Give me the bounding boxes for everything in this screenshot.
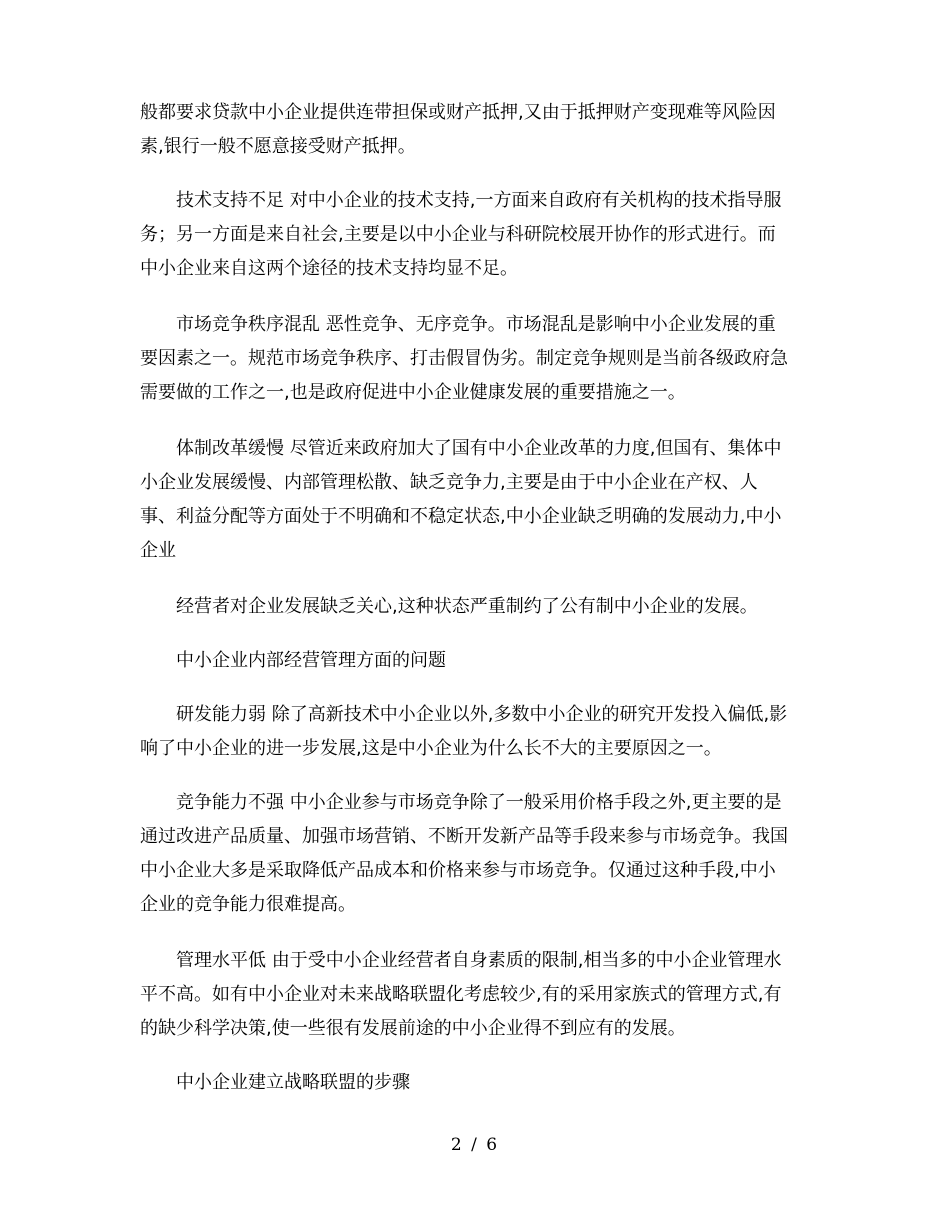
section-heading: 中小企业内部经营管理方面的问题 xyxy=(176,650,446,671)
paragraph-line: 通过改进产品质量、加强市场营销、不断开发新产品等手段来参与市场竞争。我国 xyxy=(140,826,788,847)
paragraph-line: 经营者对企业发展缺乏关心,这种状态严重制约了公有制中小企业的发展。 xyxy=(176,596,758,617)
paragraph-line: 管理水平低 由于受中小企业经营者自身素质的限制,相当多的中小企业管理水 xyxy=(176,950,782,971)
paragraph-line: 市场竞争秩序混乱 恶性竞争、无序竞争。市场混乱是影响中小企业发展的重 xyxy=(176,314,776,335)
paragraph-line: 企业的竞争能力很难提高。 xyxy=(140,894,356,915)
page-number: 2 / 6 xyxy=(450,1135,500,1155)
section-heading-alliance-steps xyxy=(140,1066,815,1100)
paragraph-3 xyxy=(140,308,815,410)
paragraph-line: 般都要求贷款中小企业提供连带担保或财产抵押,又由于抵押财产变现难等风险因 xyxy=(140,102,776,123)
paragraph-line: 中小企业来自这两个途径的技术支持均显不足。 xyxy=(140,258,518,279)
paragraph-line: 平不高。如有中小企业对未来战略联盟化考虑较少,有的采用家族式的管理方式,有 xyxy=(140,984,782,1005)
paragraph-1 xyxy=(140,96,815,164)
section-heading: 中小企业建立战略联盟的步骤 xyxy=(176,1072,410,1093)
paragraph-line: 事、利益分配等方面处于不明确和不稳定状态,中小企业缺乏明确的发展动力,中小 xyxy=(140,506,782,527)
paragraph-5 xyxy=(140,590,815,624)
paragraph-line: 研发能力弱 除了高新技术中小企业以外,多数中小企业的研究开发投入偏低,影 xyxy=(176,704,788,725)
paragraph-line: 体制改革缓慢 尽管近来政府加大了国有中小企业改革的力度,但国有、集体中 xyxy=(176,438,782,459)
section-heading-internal-management xyxy=(140,644,815,678)
paragraph-line: 小企业发展缓慢、内部管理松散、缺乏竞争力,主要是由于中小企业在产权、人 xyxy=(140,472,758,493)
paragraph-8 xyxy=(140,786,815,922)
paragraph-7 xyxy=(140,698,815,766)
paragraph-line: 要因素之一。规范市场竞争秩序、打击假冒伪劣。制定竞争规则是当前各级政府急 xyxy=(140,348,788,369)
paragraph-9 xyxy=(140,944,815,1046)
paragraph-line: 响了中小企业的进一步发展,这是中小企业为什么长不大的主要原因之一。 xyxy=(140,738,722,759)
paragraph-4 xyxy=(140,432,815,568)
paragraph-line: 务；另一方面是来自社会,主要是以中小企业与科研院校展开协作的形式进行。而 xyxy=(140,224,776,245)
paragraph-line: 中小企业大多是采取降低产品成本和价格来参与市场竞争。仅通过这种手段,中小 xyxy=(140,860,776,881)
paragraph-line: 需要做的工作之一,也是政府促进中小企业健康发展的重要措施之一。 xyxy=(140,382,686,403)
paragraph-line: 素,银行一般不愿意接受财产抵押。 xyxy=(140,136,416,157)
paragraph-line: 竞争能力不强 中小企业参与市场竞争除了一般采用价格手段之外,更主要的是 xyxy=(176,792,782,813)
paragraph-line: 的缺少科学决策,使一些很有发展前途的中小企业得不到应有的发展。 xyxy=(140,1018,686,1039)
paragraph-line: 企业 xyxy=(140,540,176,561)
paragraph-line: 技术支持不足 对中小企业的技术支持,一方面来自政府有关机构的技术指导服 xyxy=(176,190,782,211)
paragraph-2 xyxy=(140,184,815,286)
